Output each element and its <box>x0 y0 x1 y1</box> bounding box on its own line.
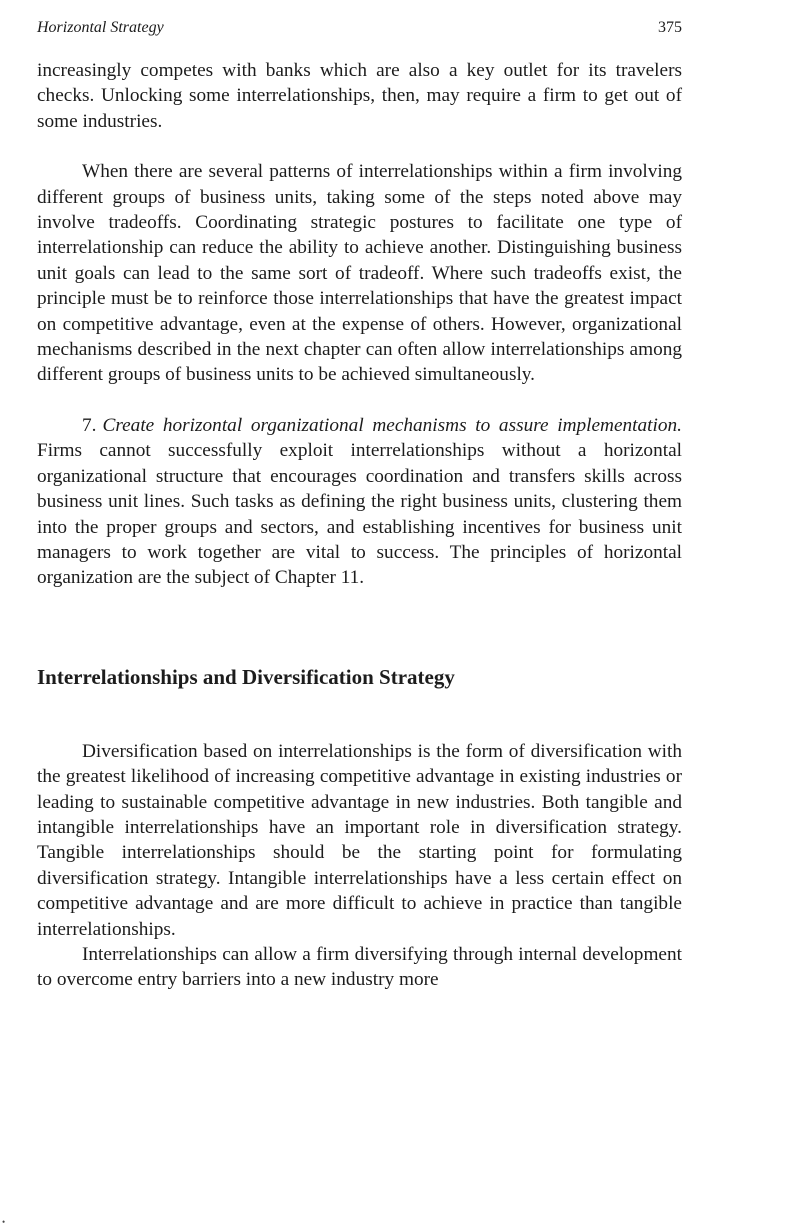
page-number: 375 <box>658 19 682 36</box>
paragraph-tradeoffs: When there are several patterns of interrelationships within a firm involving different groups of business units, taking some of the steps noted above may involve tradeoffs. Coordinating strategic postures to facilitate one type of interrelationship can reduce the ability to achieve another. Distinguishing business unit goals can lead to the same sort of tradeoff. Where such tradeoffs exist, the principle must be to reinforce those interrelationships that have the greatest impact on competitive advantage, even at the expense of others. However, organizational mechanisms described in the next chapter can often allow interrelationships among different groups of business units to be achieved simultaneously. <box>37 161 682 386</box>
scan-artifact: • <box>2 1217 6 1227</box>
paragraph-continuation: increasingly competes with banks which are also a key outlet for its travelers checks. Unlocking some interrelationships, then, may require a firm to get out of some industries. <box>37 60 682 132</box>
paragraph-diversification: Diversification based on interrelationships is the form of diversification with the greatest likelihood of increasing competitive advantage in existing industries or leading to sustainable competitive advantage in new industries. Both tangible and intangible interrelationships have an important role in diversification strategy. Tangible interrelationships should be the starting point for formulating diversification strategy. Intangible interrelationships have a less certain effect on competitive advantage and are more difficult to achieve in practice than tangible interrelationships. <box>37 740 682 940</box>
item-heading-italic: Create horizontal organizational mechanisms to assure implementation. <box>102 414 682 436</box>
section-heading: Interrelationships and Diversification Strategy <box>37 664 455 689</box>
item-body: Firms cannot successfully exploit interrelationships without a horizontal organizational structure that encourages coordination and transfers skills across business unit lines. Such tasks as defining the right business units, clustering them into the proper groups and sectors, and establishing incentives for business unit managers to work together are vital to success. The principles of horizontal organization are the subject of Chapter 11. <box>37 440 682 589</box>
running-title: Horizontal Strategy <box>37 19 164 36</box>
item-number: 7. <box>82 414 97 436</box>
paragraph-internal-development: Interrelationships can allow a firm diversifying through internal development to overcome entry barriers into a new industry more <box>37 943 682 991</box>
running-header <box>37 18 682 38</box>
paragraph-item-7 <box>37 413 682 591</box>
book-page <box>37 18 682 993</box>
